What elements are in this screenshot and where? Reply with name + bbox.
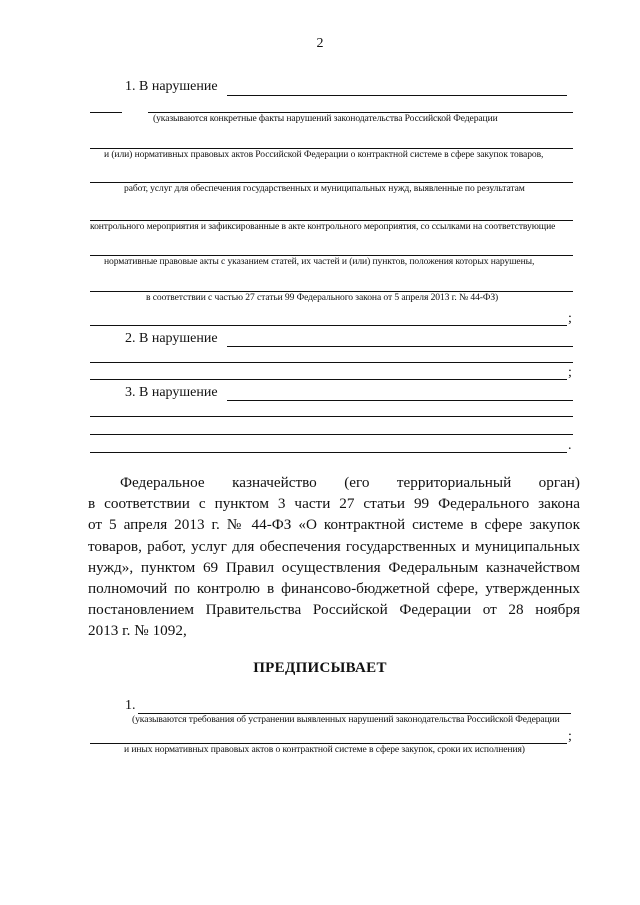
violation-1-hint-2: и (или) нормативных правовых актов Российской Федерации о контрактной системе в сфере закупок товаров, — [104, 149, 544, 160]
violation-1-hint-4: контрольного мероприятия и зафиксированные в акте контрольного мероприятия, со ссылками на соответствующие — [90, 221, 556, 232]
violation-3-end-mark: . — [568, 438, 572, 453]
body-line: 2013 г. № 1092, — [88, 622, 187, 640]
violation-1-end-mark: ; — [568, 311, 572, 326]
violation-3-line-c[interactable] — [90, 452, 567, 453]
violation-3-fill-line[interactable] — [227, 400, 573, 401]
requirement-1-hint-2: и иных нормативных правовых актов о контрактной системе в сфере закупок, сроки их исполнения) — [124, 744, 525, 755]
body-line: в соответствии с пунктом 3 части 27 статьи 99 Федерального закона — [88, 495, 580, 513]
violation-2-end-mark: ; — [568, 365, 572, 380]
violation-3-label: 3. В нарушение — [125, 385, 218, 400]
prescribes-heading: ПРЕДПИСЫВАЕТ — [253, 660, 387, 676]
violation-3-line-b[interactable] — [90, 434, 573, 435]
violation-2-label: 2. В нарушение — [125, 331, 218, 346]
body-line: нужд», пунктом 69 Правил осуществления Федеральным казначейством — [88, 558, 580, 576]
requirement-1-hint-1: (указываются требования об устранении выявленных нарушений законодательства Российской Федерации — [132, 714, 560, 725]
requirement-1-label: 1. — [125, 698, 136, 713]
page-number: 2 — [316, 36, 324, 51]
body-line: товаров, работ, услуг для обеспечения государственных и муниципальных — [88, 537, 580, 555]
violation-1-hint-6: в соответствии с частью 27 статьи 99 Федерального закона от 5 апреля 2013 г. № 44-ФЗ) — [146, 292, 499, 303]
body-line: Федеральное казначейство (его территориальный орган) — [120, 474, 580, 491]
violation-2-line-a[interactable] — [90, 362, 573, 363]
violation-1-hint-5: нормативные правовые акты с указанием статей, их частей и (или) пунктов, положения которых нарушены, — [104, 256, 535, 267]
violation-1-hint-1: (указываются конкретные факты нарушений законодательства Российской Федерации — [153, 113, 498, 124]
violation-2-line-b[interactable] — [90, 379, 567, 380]
violation-2-fill-line[interactable] — [227, 346, 573, 347]
body-line: от 5 апреля 2013 г. № 44-ФЗ «О контрактной системе в сфере закупок — [88, 516, 580, 534]
violation-1-fill-line[interactable] — [227, 95, 567, 96]
requirement-1-end-mark: ; — [568, 729, 572, 744]
body-line: полномочий по контролю в финансово-бюджетной сфере, утвержденных — [88, 580, 580, 598]
violation-1-label: 1. В нарушение — [125, 79, 218, 94]
violation-3-line-a[interactable] — [90, 416, 573, 417]
violation-1-line-g[interactable] — [90, 325, 567, 326]
body-paragraph — [88, 472, 580, 642]
body-line: постановлением Правительства Российской Федерации от 28 ноября — [88, 601, 580, 619]
violation-1-hint-3: работ, услуг для обеспечения государственных и муниципальных нужд, выявленные по результатам — [124, 183, 525, 194]
violation-1-line-a-left[interactable] — [90, 112, 122, 113]
